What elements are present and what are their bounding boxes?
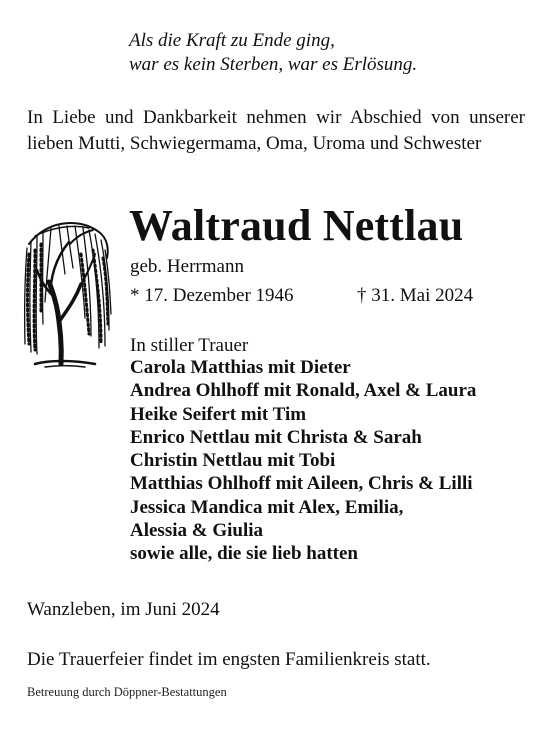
mourner-item: Carola Matthias mit Dieter (130, 357, 351, 378)
mourner-item: Christin Nettlau mit Tobi (130, 450, 336, 472)
quote-line-2: war es kein Sterben, war es Erlösung. (129, 54, 418, 75)
weeping-willow-icon (15, 214, 115, 374)
mourners-list (130, 356, 476, 566)
undertaker-credit: Betreuung durch Döppner-Bestattungen (27, 685, 227, 699)
deceased-name: Waltraud Nettlau (129, 201, 464, 250)
service-note: Die Trauerfeier findet im engsten Familienkreis statt. (27, 649, 431, 670)
mourner-item: Matthias Ohlhoff mit Aileen, Chris & Lilli (130, 473, 473, 495)
birth-date: * 17. Dezember 1946 (130, 285, 294, 306)
birth-name: geb. Herrmann (130, 256, 244, 277)
mourner-item: Enrico Nettlau mit Christa & Sarah (130, 426, 422, 448)
mourner-item: Heike Seifert mit Tim (130, 403, 307, 425)
quote (129, 29, 417, 77)
mourner-item: sowie alle, die sie lieb hatten (130, 543, 358, 565)
mourner-item: Alessia & Giulia (130, 520, 264, 542)
quote-line-1: Als die Kraft zu Ende ging, (129, 30, 335, 51)
mourner-item: Andrea Ohlhoff mit Ronald, Axel & Laura (130, 380, 477, 402)
intro-text: In Liebe und Dankbarkeit nehmen wir Abschied von unserer lieben Mutti, Schwiegermama, Oma, Uroma und Schwester (27, 107, 525, 154)
mourner-item: Jessica Mandica mit Alex, Emilia, (130, 496, 404, 518)
mourning-intro: In stiller Trauer (130, 335, 249, 356)
place-date: Wanzleben, im Juni 2024 (27, 599, 220, 620)
death-date: † 31. Mai 2024 (357, 285, 474, 306)
